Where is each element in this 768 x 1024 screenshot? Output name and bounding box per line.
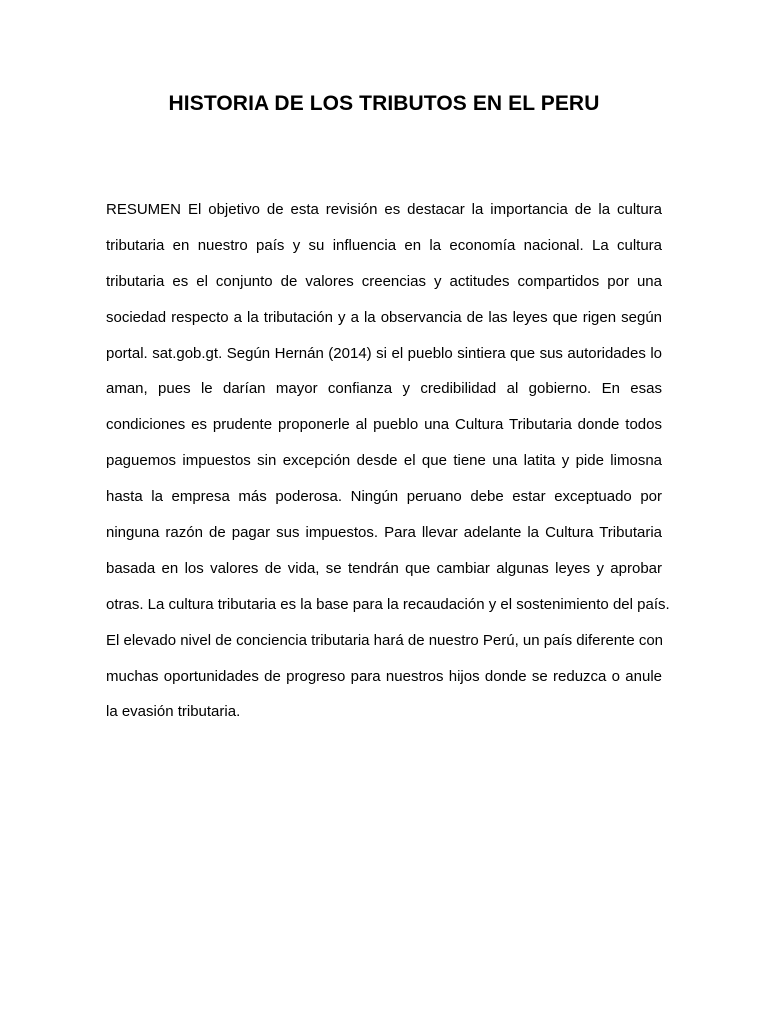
paragraph-line: tributaria es el conjunto de valores creencias y actitudes compartidos por una [106, 272, 662, 290]
paragraph-line: ninguna razón de pagar sus impuestos. Para llevar adelante la Cultura Tributaria [106, 524, 662, 542]
paragraph-line: paguemos impuestos sin excepción desde el que tiene una latita y pide limosna [106, 452, 662, 470]
paragraph-line: portal. sat.gob.gt. Según Hernán (2014) si el pueblo sintiera que sus autoridades lo [106, 344, 662, 362]
paragraph-line: RESUMEN El objetivo de esta revisión es destacar la importancia de la cultura [106, 201, 662, 218]
paragraph-line: sociedad respecto a la tributación y a la observancia de las leyes que rigen según [106, 308, 662, 326]
abstract-paragraph [106, 197, 670, 735]
paragraph-line: muchas oportunidades de progreso para nuestros hijos donde se reduzca o anule [106, 667, 662, 685]
paragraph-line: hasta la empresa más poderosa. Ningún peruano debe estar exceptuado por [106, 488, 662, 506]
paragraph-line: la evasión tributaria. [106, 703, 241, 721]
paragraph-line: otras. La cultura tributaria es la base para la recaudación y el sostenimiento del país. [106, 595, 670, 613]
paragraph-line: condiciones es prudente proponerle al pueblo una Cultura Tributaria donde todos [106, 416, 662, 434]
paragraph-line: El elevado nivel de conciencia tributaria hará de nuestro Perú, un país diferente con [106, 631, 664, 649]
paragraph-line: basada en los valores de vida, se tendrán que cambiar algunas leyes y aprobar [106, 559, 662, 577]
paragraph-line: aman, pues le darían mayor confianza y credibilidad al gobierno. En esas [106, 380, 662, 398]
document-title: HISTORIA DE LOS TRIBUTOS EN EL PERU [168, 92, 600, 115]
paragraph-line: tributaria en nuestro país y su influencia en la economía nacional. La cultura [106, 236, 662, 254]
